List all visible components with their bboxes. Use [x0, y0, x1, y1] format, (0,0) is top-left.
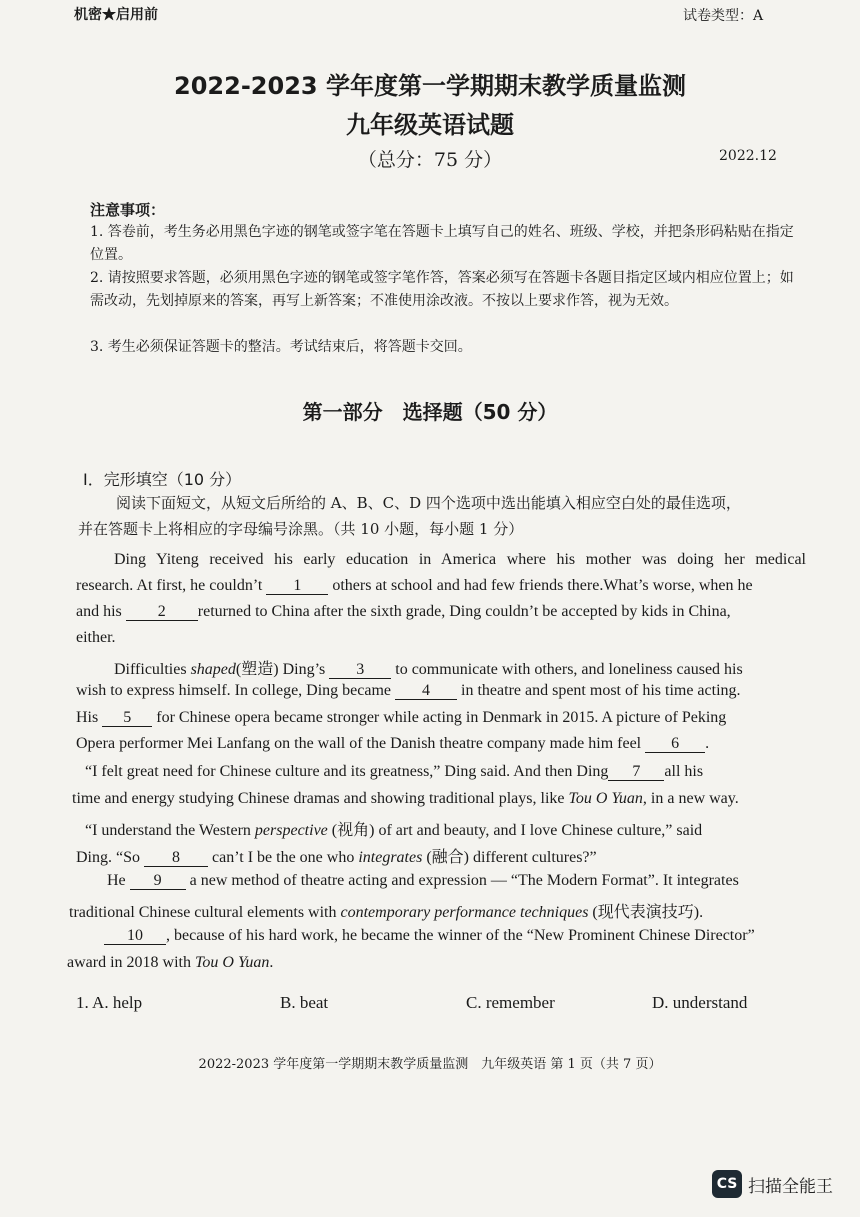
blank-3: 3	[329, 662, 391, 679]
option-b: B. beat	[280, 993, 329, 1012]
section-instruction: 并在答题卡上将相应的字母编号涂黑。（共 10 小题，每小题 1 分）	[78, 520, 524, 538]
passage-line: Opera performer Mei Lanfang on the wall of the Danish theatre company made him feel 6 .	[76, 735, 710, 752]
total-score: （总分：75 分）	[357, 149, 503, 171]
passage-line: He 9 a new method of theatre acting and expression — “The Modern Format”. It integrates	[107, 872, 739, 889]
camscanner-logo-icon: CS	[712, 1170, 742, 1198]
notes-heading: 注意事项：	[90, 201, 166, 219]
section-heading: I．完形填空（10 分）	[83, 470, 242, 489]
exam-date: 2022.12	[719, 148, 777, 164]
passage-line: traditional Chinese cultural elements with contemporary performance techniques (现代表演技巧).	[69, 904, 704, 921]
note-item: 1. 答卷前，考生务必用黑色字迹的钢笔或签字笔在答题卡上填写自己的姓名、班级、学校，并把条形码粘贴在指定位置。	[90, 224, 794, 263]
blank-2: 2	[126, 604, 198, 621]
passage-line: award in 2018 with Tou O Yuan.	[67, 954, 274, 971]
blank-8: 8	[144, 850, 208, 867]
blank-6: 6	[645, 736, 705, 753]
passage-line: Ding. “So 8 can’t I be the one who integrates (融合) different cultures?”	[76, 849, 597, 866]
paper-type-label: 试卷类型：A	[683, 8, 764, 24]
blank-7: 7	[608, 764, 664, 781]
passage-line: 10 , because of his hard work, he became the winner of the “New Prominent Chinese Director”	[104, 927, 755, 945]
passage-line: His 5 for Chinese opera became stronger while acting in Denmark in 2015. A picture of Peking	[76, 709, 727, 726]
option-a: 1. A. help	[76, 993, 143, 1012]
passage-line: and his 2 returned to China after the sixth grade, Ding couldn’t be accepted by kids in China,	[76, 603, 731, 620]
passage-line: Ding Yiteng received his early education in America where his mother was doing her medical	[114, 551, 806, 568]
confidential-label: 机密★启用前	[74, 7, 158, 23]
exam-title: 2022-2023 学年度第一学期期末教学质量监测	[174, 72, 686, 100]
option-c: C. remember	[466, 993, 555, 1012]
passage-line: “I understand the Western perspective (视角) of art and beauty, and I love Chinese culture,” said	[85, 822, 703, 839]
blank-9: 9	[130, 873, 186, 890]
passage-line: research. At first, he couldn’t 1 others at school and had few friends there.What’s worse, when he	[76, 577, 753, 594]
passage-line: time and energy studying Chinese dramas and showing traditional plays, like Tou O Yuan, in a new way.	[72, 790, 739, 807]
section-instruction: 阅读下面短文，从短文后所给的 A、B、C、D 四个选项中选出能填入相应空白处的最佳选项，	[116, 494, 741, 512]
note-item: 3. 考生必须保证答题卡的整洁。考试结束后，将答题卡交回。	[90, 339, 472, 355]
passage-line: wish to express himself. In college, Ding became 4 in theatre and spent most of his time acting.	[76, 682, 741, 699]
blank-4: 4	[395, 683, 457, 700]
exam-subtitle: 九年级英语试题	[346, 111, 514, 139]
watermark-text: 扫描全能王	[748, 1176, 833, 1197]
note-item: 2. 请按照要求答题，必须用黑色字迹的钢笔或签字笔作答，答案必须写在答题卡各题目指定区域内相应位置上；如需改动，先划掉原来的答案，再写上新答案；不准使用涂改液。不按以上要求作答，视为无效。	[90, 270, 794, 309]
option-d: D. understand	[652, 993, 748, 1012]
passage-line: “I felt great need for Chinese culture and its greatness,” Ding said. And then Ding 7 all his	[85, 763, 704, 780]
blank-1: 1	[266, 578, 328, 595]
page-footer: 2022-2023 学年度第一学期期末教学质量监测 九年级英语 第 1 页（共 7 页）	[198, 1057, 662, 1072]
scanner-watermark	[712, 1170, 833, 1198]
part-heading: 第一部分 选择题（50 分）	[302, 400, 558, 424]
passage-line: Difficulties shaped(塑造) Ding’s 3 to communicate with others, and loneliness caused his	[114, 661, 743, 678]
passage-line: either.	[76, 629, 116, 646]
blank-10: 10	[104, 928, 166, 945]
blank-5: 5	[102, 710, 152, 727]
